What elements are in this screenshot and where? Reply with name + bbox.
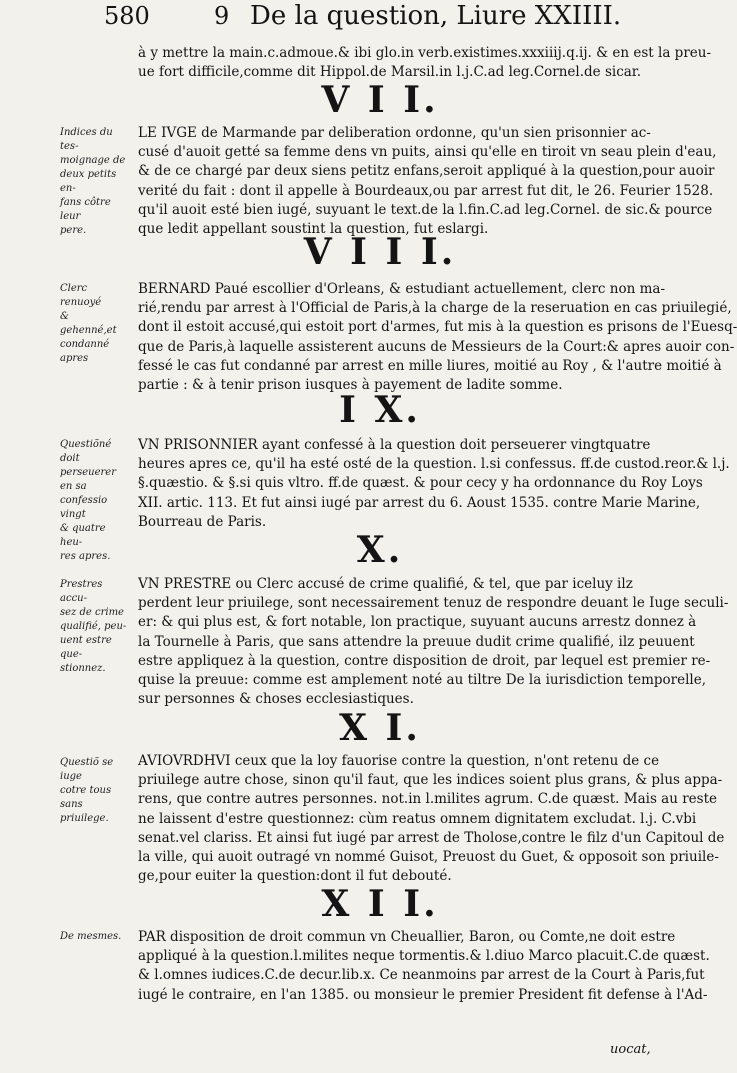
- text-line: & de ce chargé par deux siens petitz enfans,seroit appliqué à la question,pour auoir: [138, 163, 715, 180]
- text-line: perdent leur priuilege, sont necessairement tenuz de respondre deuant le Iuge seculi-: [138, 595, 729, 612]
- section-numeral-10: X.: [356, 529, 404, 571]
- margin-note-10: Prestres accu- sez de crime qualifié, peu- uent estre que- stionnez.: [60, 579, 127, 674]
- text-line: iugé le contraire, en l'an 1385. ou monsieur le premier President fit defense à l'Ad-: [138, 986, 708, 1003]
- text-line: rié,rendu par arrest à l'Official de Paris,à la charge de la reseruation en cas priuilegié,: [138, 300, 732, 317]
- text-line: & l.omnes iudices.C.de decur.lib.x. Ce neanmoins par arrest de la Court à Paris,fut: [138, 967, 705, 984]
- text-line: rens, que contre autres personnes. not.in l.milites agrum. C.de quæst. Mais au reste: [138, 791, 717, 808]
- text-line: XII. artic. 113. Et fut ainsi iugé par arrest du 6. Aoust 1535. contre Marie Marine,: [138, 494, 701, 511]
- text-line: priuilege autre chose, sinon qu'il faut, que les indices soient plus grans, & plus appa-: [138, 772, 723, 789]
- text-line: que ledit appellant soustint la question, fut eslargi.: [138, 221, 489, 238]
- section-paragraph-10: [138, 575, 729, 709]
- signature-mark: 9: [214, 2, 230, 30]
- text-line: la ville, qui auoit outragé vn nommé Guisot, Preuost du Guet, & opposoit son priuile-: [138, 849, 719, 866]
- section-numeral-11: X I.: [339, 707, 421, 749]
- text-line: verité du fait : dont il appelle à Bourdeaux,ou par arrest fut dit, le 26. Feurier 1528.: [138, 182, 714, 199]
- section-numeral-12: X I I.: [321, 883, 439, 925]
- text-line: dont il estoit accusé,qui estoit port d'armes, fut mis à la question es prisons de l'Euesq-: [138, 319, 737, 336]
- text-line: senat.vel clariss. Et ainsi fut iugé par arrest de Tholose,contre le filz d'un Capitoul de: [138, 829, 725, 846]
- text-line: VN PRISONNIER ayant confessé à la question doit perseuerer vingtquatre: [138, 437, 651, 453]
- intro-paragraph: [138, 44, 712, 82]
- text-line: appliqué à la question.l.milites neque tormentis.& l.diuo Marco placuit.C.de quæst.: [138, 948, 710, 965]
- section-paragraph-8: [138, 280, 737, 395]
- section-paragraph-9: [138, 436, 730, 532]
- margin-note-7: Indices du tes- moignage de deux petits en- fans côtre leur pere.: [60, 127, 126, 236]
- text-line: que de Paris,à laquelle assisterent aucuns de Messieurs de la Court:& apres auoir con-: [138, 338, 735, 355]
- text-line: cusé d'auoit getté sa femme dens vn puits, ainsi qu'elle en tiroit vn seau plein d'eau,: [138, 144, 717, 161]
- text-line: à y mettre la main.c.admoue.& ibi glo.in verb.existimes.xxxiiij.q.ij. & en est la preu-: [138, 45, 712, 61]
- running-title: De la question, Liure XXIIII.: [250, 1, 622, 31]
- text-line: partie : & à tenir prison iusques à payement de ladite somme.: [138, 377, 563, 394]
- running-header: [0, 0, 700, 42]
- text-line: LE IVGE de Marmande par deliberation ordonne, qu'un sien prisonnier ac-: [138, 125, 651, 141]
- section-numeral-7: V I I.: [321, 79, 439, 121]
- margin-note-11: Questiõ se iuge cotre tous sans priuilege.: [60, 757, 114, 824]
- section-numeral-9: I X.: [339, 389, 421, 431]
- margin-note-9: Questiõné doit perseuerer en sa confessio vingt & quatre heu- res apres.: [60, 439, 116, 562]
- text-line: er: & qui plus est, & fort notable, lon practique, suyuant aucuns arrestz donnez à: [138, 614, 697, 631]
- text-line: fessé le cas fut condanné par arrest en mille liures, moitié au Roy , & l'autre moitié à: [138, 357, 722, 374]
- section-paragraph-12: [138, 928, 710, 1005]
- text-line: quise la preuue: comme est amplement noté au tiltre De la iurisdiction temporelle,: [138, 672, 707, 689]
- margin-note-8: Clerc renuoyé & gehenné,et condanné apres: [60, 283, 117, 364]
- section-paragraph-7: [138, 124, 717, 239]
- margin-note-12: De mesmes.: [60, 931, 122, 942]
- text-line: BERNARD Paué escollier d'Orleans, & estudiant actuellement, clerc non ma-: [138, 281, 666, 297]
- text-line: ge,pour euiter la question:dont il fut debouté.: [138, 868, 452, 885]
- text-line: AVIOVRDHVI ceux que la loy fauorise contre la question, n'ont retenu de ce: [138, 753, 660, 769]
- text-line: la Tournelle à Paris, que sans attendre la preuue dudit crime qualifié, ilz peuuent: [138, 633, 695, 650]
- section-numeral-8: V I I I.: [303, 231, 457, 273]
- text-line: §.quæstio. & §.si quis vltro. ff.de quæst. & pour cecy y ha ordonnance du Roy Loys: [138, 475, 703, 492]
- catchword: uocat,: [610, 1042, 651, 1057]
- text-line: qu'il auoit esté bien iugé, suyuant le text.de la l.fin.C.ad leg.Cornel. de sic.& pource: [138, 201, 713, 218]
- text-line: Bourreau de Paris.: [138, 513, 267, 530]
- text-line: sur personnes & choses ecclesiastiques.: [138, 691, 414, 708]
- text-line: estre appliquez à la question, contre disposition de droit, par lequel est premier re-: [138, 652, 711, 669]
- page-number: 580: [104, 2, 150, 30]
- text-line: ne laissent d'estre questionnez: cùm reatus omnem dignitatem excludat. l.j. C.vbi: [138, 810, 697, 827]
- text-line: heures apres ce, qu'il ha esté osté de la question. l.si confessus. ff.de custod.reor.& l.j.: [138, 456, 730, 473]
- text-line: ue fort difficile,comme dit Hippol.de Marsil.in l.j.C.ad leg.Cornel.de sicar.: [138, 64, 642, 81]
- text-line: PAR disposition de droit commun vn Cheuallier, Baron, ou Comte,ne doit estre: [138, 929, 676, 945]
- section-paragraph-11: [138, 752, 725, 886]
- text-line: VN PRESTRE ou Clerc accusé de crime qualifié, & tel, que par iceluy ilz: [138, 576, 633, 592]
